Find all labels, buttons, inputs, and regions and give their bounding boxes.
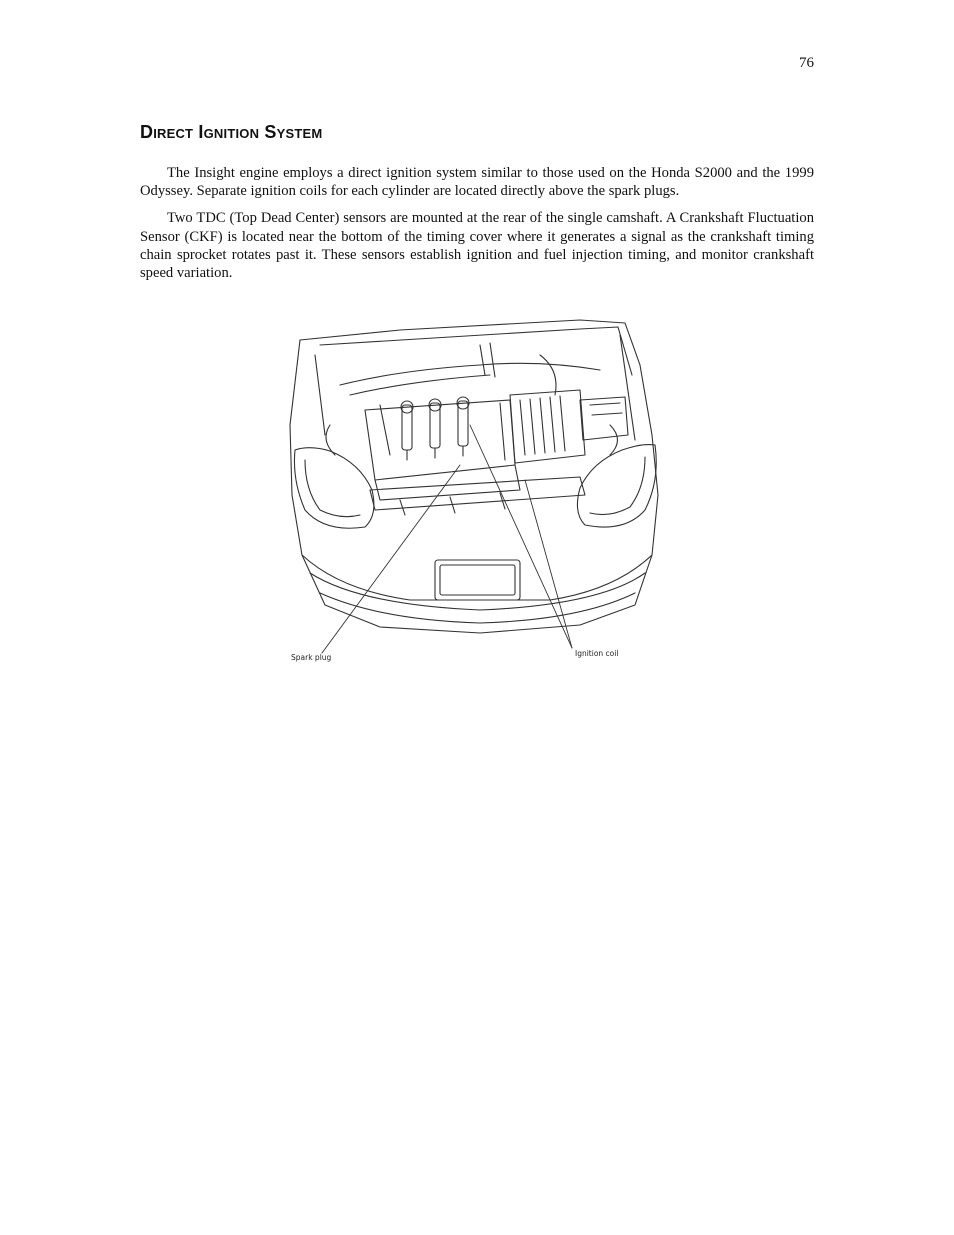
paragraph-1: The Insight engine employs a direct ignition system similar to those used on the Honda S2000 and the 1999 Odyssey. Separate ignition coils for each cylinder are located directly above the spark plugs. bbox=[140, 165, 814, 200]
ignition-coils bbox=[401, 397, 469, 460]
headlight-right bbox=[577, 445, 656, 528]
ignition-coil-leader-2 bbox=[525, 480, 572, 648]
section-title: Direct Ignition System bbox=[140, 122, 323, 142]
paragraph-2: Two TDC (Top Dead Center) sensors are mounted at the rear of the single camshaft. A Crankshaft Fluctuation Sensor (CKF) is located near the bottom of the timing cover where it generates a signal as the crankshaft timing chain sprocket rotates past it. These sensors establish ignition and fuel injection timing, and monitor crankshaft speed variation. bbox=[140, 210, 814, 282]
battery bbox=[580, 397, 628, 440]
headlight-left bbox=[294, 448, 373, 529]
air-box bbox=[510, 390, 585, 463]
license-plate bbox=[435, 560, 520, 600]
callout-ignition-coil: Ignition coil bbox=[575, 649, 619, 658]
callout-spark-plug: Spark plug bbox=[291, 653, 332, 662]
engine-bay-figure bbox=[280, 315, 680, 670]
engine-bay-illustration bbox=[280, 315, 680, 670]
spark-plug-leader bbox=[322, 465, 460, 653]
page-number: 76 bbox=[799, 55, 814, 71]
body-text bbox=[140, 164, 814, 291]
